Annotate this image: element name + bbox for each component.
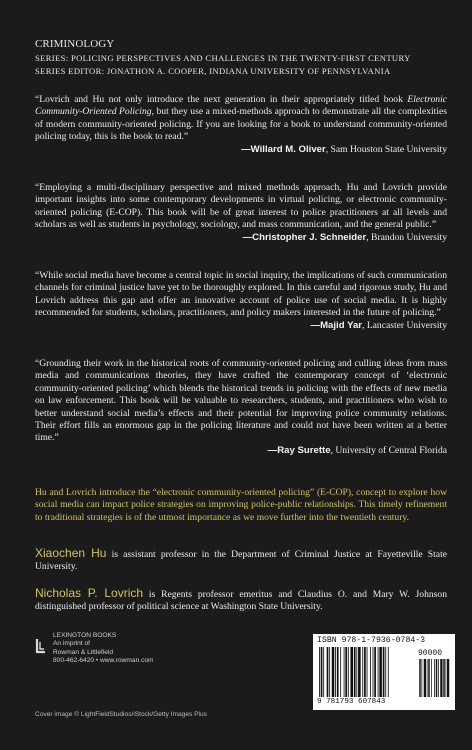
barcode-bar xyxy=(356,647,357,697)
barcode-bar xyxy=(436,659,438,697)
barcode-bar xyxy=(340,647,341,697)
publisher-name: LEXINGTON BOOKS xyxy=(53,632,117,639)
endorsement-quote-2 xyxy=(35,182,447,244)
quote-text-post: , but they use a mixed-methods approach to demonstrate all the complexities of modern community-oriented policing. If you are looking for a book to understand community-oriented policing today, this is the book to read.” xyxy=(35,106,447,143)
barcode-bar xyxy=(345,647,347,697)
barcode-bar xyxy=(438,659,439,697)
quote-attribution xyxy=(35,445,447,457)
quote-attribution xyxy=(35,320,447,332)
barcode-bar xyxy=(379,647,382,697)
barcode xyxy=(313,634,455,710)
series-editor: SERIES EDITOR: JONATHON A. COOPER, INDIANA UNIVERSITY OF PENNSYLVANIA xyxy=(35,66,391,76)
quote-text: “Grounding their work in the historical roots of community-oriented policing and culling ideas from mass media and communications theories, they have crafted the contemporary concept of ‘electronic community-oriented policing’ which blends the historical trends in policing with the effects of new media on law enforcement. This book will be valuable to researchers, students, and practitioners who wish to better understand social media’s effects and their potential for improving police community relations. Their effort fills an enormous gap in the policing literature and could not have been written at a better time.” xyxy=(35,358,447,444)
barcode-bar xyxy=(323,647,324,697)
barcode-bar xyxy=(434,659,435,697)
series-title: SERIES: POLICING PERSPECTIVES AND CHALLENGES IN THE TWENTY-FIRST CENTURY xyxy=(35,52,411,63)
barcode-bar xyxy=(373,647,374,697)
endorser-affiliation: , University of Central Florida xyxy=(330,444,447,456)
barcode-bar xyxy=(447,659,449,697)
barcode-bar xyxy=(374,647,376,697)
barcode-bar xyxy=(327,647,329,697)
barcode-bar xyxy=(424,659,426,697)
endorser-affiliation: , Sam Houston State University xyxy=(325,143,447,155)
barcode-bar xyxy=(329,647,330,697)
barcode-bar xyxy=(385,647,386,697)
endorser-name: —Christopher J. Schneider xyxy=(242,231,367,243)
endorser-name: —Ray Surette xyxy=(267,444,331,456)
cover-image-credit: Cover image © LightFieldStudios/iStock/Getty Images Plus xyxy=(35,711,207,718)
barcode-bar xyxy=(344,647,345,697)
barcode-bar xyxy=(431,659,432,697)
barcode-bar xyxy=(358,647,361,697)
barcode-bar xyxy=(337,647,339,697)
series-header xyxy=(35,38,411,79)
barcode-bar xyxy=(378,647,379,697)
endorsement-quote-3 xyxy=(35,270,447,332)
endorsement-quote-4 xyxy=(35,358,447,457)
barcode-bar xyxy=(428,659,430,697)
quote-attribution xyxy=(35,232,447,244)
barcode-bar xyxy=(364,647,366,697)
barcode-bar xyxy=(427,659,428,697)
barcode-bar xyxy=(350,647,353,697)
barcode-bar xyxy=(335,647,336,697)
barcode-bar xyxy=(367,647,368,697)
barcode-bar xyxy=(388,647,389,697)
barcode-bar xyxy=(443,659,445,697)
barcode-bar xyxy=(446,659,447,697)
barcode-bar xyxy=(422,659,423,697)
publisher-parent: Rowman & Littlefield xyxy=(53,648,114,656)
barcode-bar xyxy=(370,647,371,697)
publisher-imprint: An imprint of xyxy=(53,640,91,648)
barcode-bar xyxy=(321,647,323,697)
book-title: Electronic Community-Oriented Policing xyxy=(35,94,447,118)
endorser-name: —Willard M. Oliver xyxy=(241,143,326,155)
endorsement-quote-1 xyxy=(35,94,447,156)
author-bio-text: is Regents professor emeritus and Claudius O. and Mary W. Johnson distinguished professor of political science at Washington State University. xyxy=(35,589,447,613)
endorser-affiliation: , Lancaster University xyxy=(362,319,447,331)
barcode-bar xyxy=(332,647,335,697)
publisher-contact: 800-462-6420 • www.rowman.com xyxy=(53,657,154,665)
author-name: Xiaochen Hu xyxy=(35,546,107,560)
quote-attribution xyxy=(35,144,447,156)
barcode-bar xyxy=(362,647,363,697)
barcode-bar xyxy=(348,647,349,697)
author-bio-text: is assistant professor in the Department of Criminal Justice at Fayetteville State University. xyxy=(35,549,447,573)
category-label: CRIMINOLOGY xyxy=(35,38,115,50)
quote-text: “While social media have become a central topic in social inquiry, the implications of such communication channels for criminal justice have yet to be thoroughly explored. In this careful and rigorous study, Hu and Lovrich address this gap and offer an innovative account of police use of social media. It is highly recommended for students, scholars, practitioners, and policy makers interested in the future of policing.” xyxy=(35,270,447,319)
quote-text: “Employing a multi-disciplinary perspective and mixed methods approach, Hu and Lovrich provide important insights into some contemporary developments in virtual policing, or electronic community-oriented policing (E-COP). This book will be of great interest to police practitioners at all levels and scholars as well as students in psychology, sociology, and mass communication, and the general public.” xyxy=(35,182,447,231)
price-code: 90000 xyxy=(418,649,443,658)
barcode-bar xyxy=(354,647,356,697)
publisher-logo-icon xyxy=(35,638,47,654)
quote-text-pre: “Lovrich and Hu not only introduce the next generation in their appropriately titled book xyxy=(35,94,408,105)
book-blurb: Hu and Lovrich introduce the “electronic community-oriented policing” (E-COP), concept to explore how social media can impact police strategies on improving police-public relationships. This timely refinement to traditional strategies is of the utmost importance as we move further into the twentieth century. xyxy=(35,487,447,523)
barcode-bar xyxy=(319,647,320,697)
endorser-name: —Majid Yar xyxy=(310,319,363,331)
barcode-digits: 9 781793 607843 xyxy=(317,698,386,706)
isbn-label: ISBN 978-1-7936-0784-3 xyxy=(317,636,426,645)
endorser-affiliation: , Brandon University xyxy=(366,231,447,243)
author-bio-1 xyxy=(35,547,447,574)
barcode-bar xyxy=(383,647,385,697)
author-bio-2 xyxy=(35,587,447,614)
barcode-bar xyxy=(419,659,421,697)
author-name: Nicholas P. Lovrich xyxy=(35,586,144,600)
barcode-bar xyxy=(440,659,442,697)
